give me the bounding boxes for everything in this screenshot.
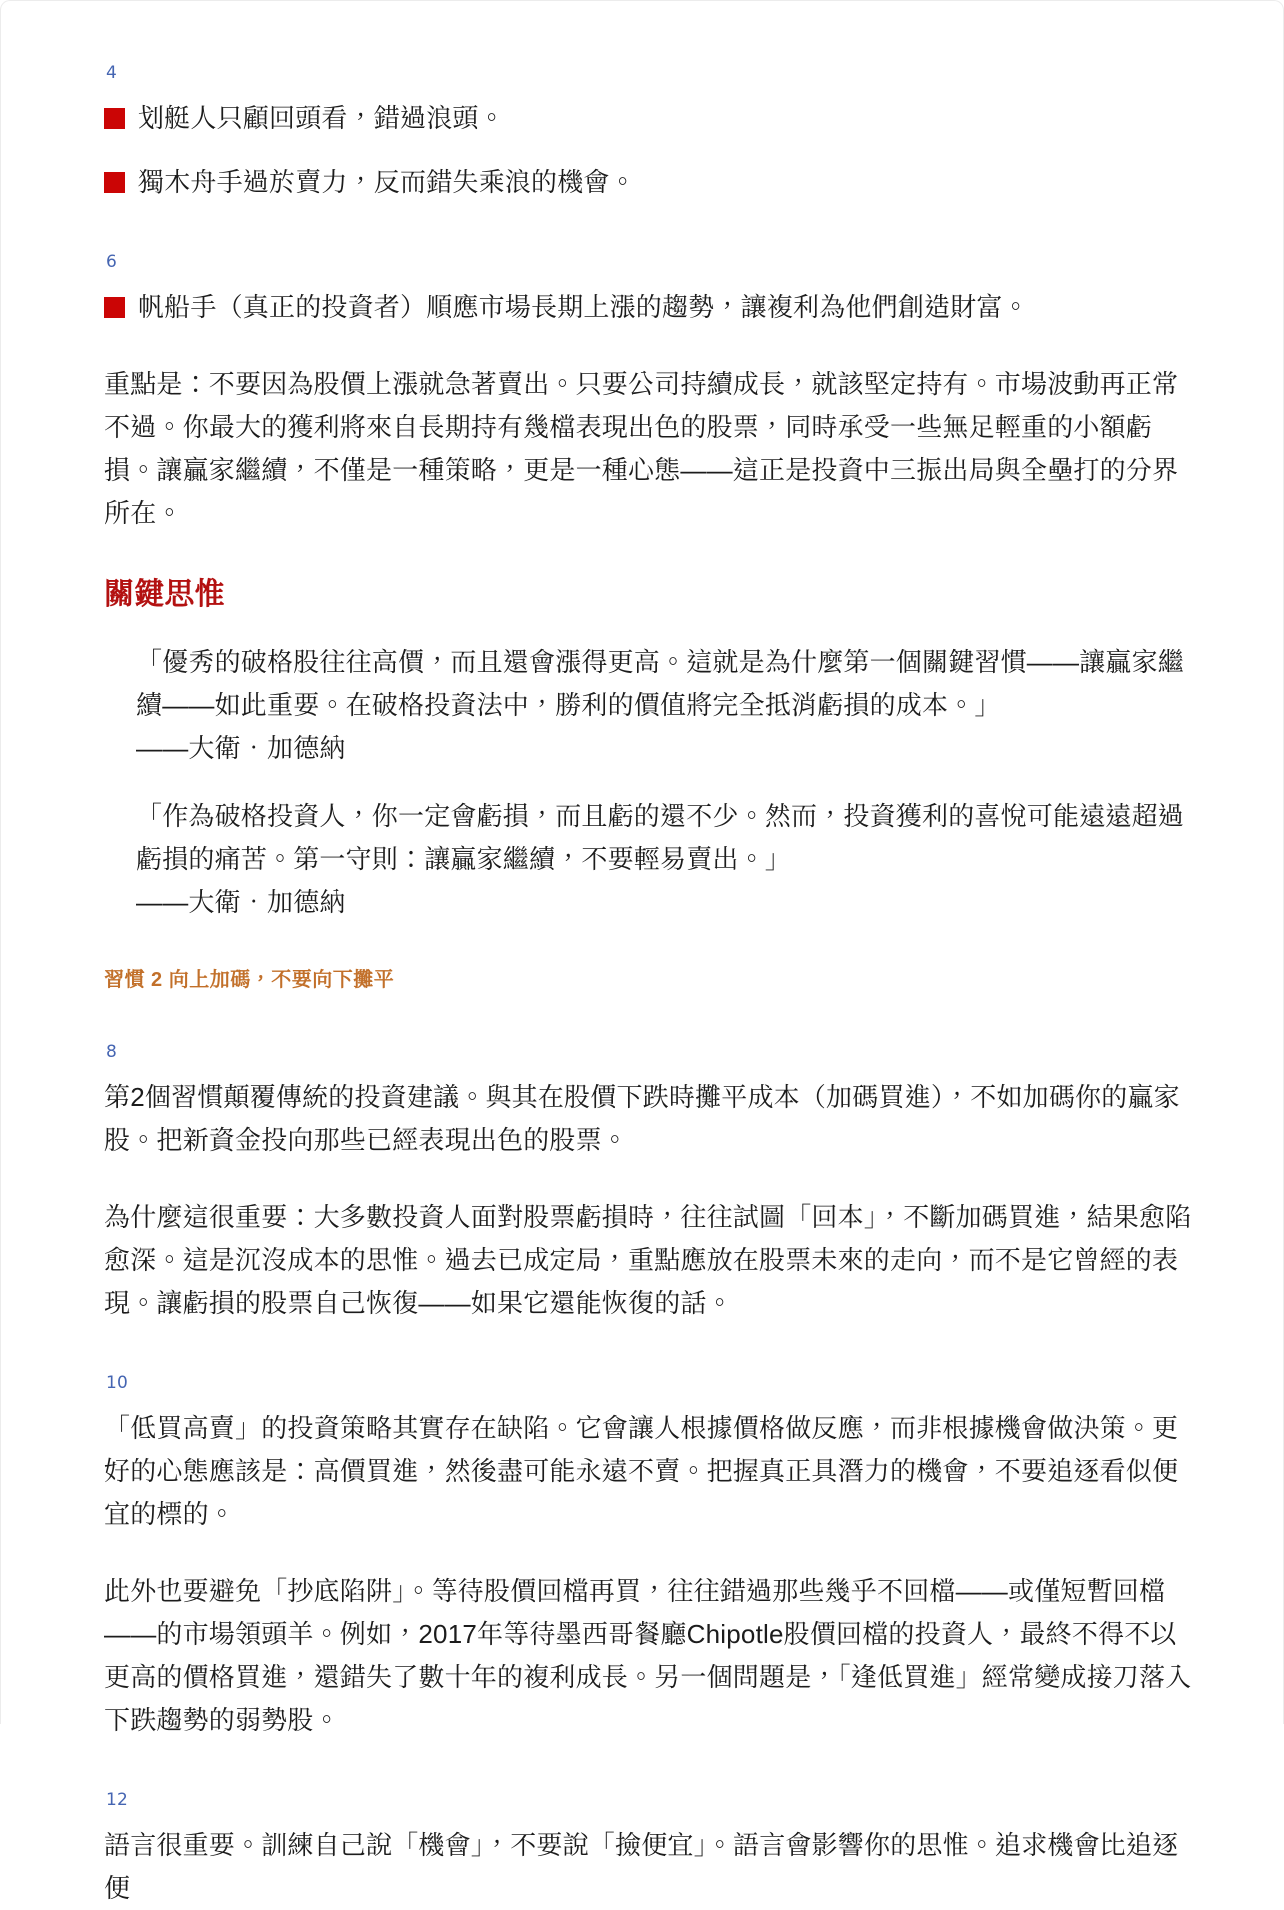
- bullet-square-icon: [104, 297, 125, 318]
- bullet-text-sailor: 帆船手（真正的投資者）順應市場長期上漲的趨勢，讓複利為他們創造財富。: [138, 292, 1029, 322]
- location-marker-8: 8: [106, 1042, 118, 1062]
- location-marker-6: 6: [106, 252, 118, 272]
- paragraph-summary: 重點是：不要因為股價上漲就急著賣出。只要公司持續成長，就該堅定持有。市場波動再正常不過。你最大的獲利將來自長期持有幾檔表現出色的股票，同時承受一些無足輕重的小額虧損。讓贏家繼續，不僅是一種策略，更是一種心態——這正是投資中三振出局與全壘打的分界所在。: [104, 369, 1179, 528]
- location-marker-12: 12: [106, 1790, 129, 1810]
- bullet-text-rower: 划艇人只顧回頭看，錯過浪頭。: [138, 103, 505, 133]
- paragraph-buy-low-flaw: 「低買高賣」的投資策略其實存在缺陷。它會讓人根據價格做反應，而非根據機會做決策。更好的心態應該是：高價買進，然後盡可能永遠不賣。把握真正具潛力的機會，不要追逐看似便宜的標的。: [104, 1413, 1179, 1529]
- paragraph-language-matters: 語言很重要。訓練自己說「機會」，不要說「撿便宜」。語言會影響你的思惟。追求機會比追逐便: [104, 1830, 1179, 1903]
- bullet-text-canoeist: 獨木舟手過於賣力，反而錯失乘浪的機會。: [138, 167, 636, 197]
- document-content: [1, 1, 1283, 1910]
- location-marker-4: 4: [106, 63, 118, 83]
- quote-text-1: 「優秀的破格股往往高價，而且還會漲得更高。這就是為什麼第一個關鍵習慣——讓贏家繼續——如此重要。在破格投資法中，勝利的價值將完全抵消虧損的成本。」: [136, 647, 1185, 720]
- bullet-item-canoeist: [104, 161, 1201, 204]
- bullet-item-rower: [104, 97, 1201, 140]
- subsection-heading-habit-2: 習慣 2 向上加碼，不要向下攤平: [104, 969, 395, 991]
- bullet-square-icon: [104, 108, 125, 129]
- bullet-item-sailor: [104, 286, 1201, 329]
- quote-attribution-2: ——大衛．加德納: [136, 887, 346, 917]
- section-heading-key-ideas: 關鍵思惟: [104, 578, 225, 611]
- quote-block-1: [136, 641, 1201, 770]
- paragraph-habit2-intro: 第2個習慣顛覆傳統的投資建議。與其在股價下跌時攤平成本（加碼買進），不如加碼你的贏家股。把新資金投向那些已經表現出色的股票。: [104, 1082, 1180, 1155]
- quote-attribution-1: ——大衛．加德納: [136, 733, 346, 763]
- location-marker-10: 10: [106, 1373, 129, 1393]
- quote-text-2: 「作為破格投資人，你一定會虧損，而且虧的還不少。然而，投資獲利的喜悅可能遠遠超過虧損的痛苦。第一守則：讓贏家繼續，不要輕易賣出。」: [136, 801, 1185, 874]
- paragraph-why-important: 為什麼這很重要：大多數投資人面對股票虧損時，往往試圖「回本」，不斷加碼買進，結果愈陷愈深。這是沉沒成本的思惟。過去已成定局，重點應放在股票未來的走向，而不是它曾經的表現。讓虧損的股票自己恢復——如果它還能恢復的話。: [104, 1202, 1192, 1318]
- bullet-square-icon: [104, 172, 125, 193]
- paragraph-bottom-fishing: 此外也要避免「抄底陷阱」。等待股價回檔再買，往往錯過那些幾乎不回檔——或僅短暫回檔——的市場領頭羊。例如，2017年等待墨西哥餐廳Chipotle股價回檔的投資人，最終不得不以更高的價格買進，還錯失了數十年的複利成長。另一個問題是，「逢低買進」經常變成接刀落入下跌趨勢的弱勢股。: [104, 1576, 1192, 1735]
- quote-block-2: [136, 795, 1201, 924]
